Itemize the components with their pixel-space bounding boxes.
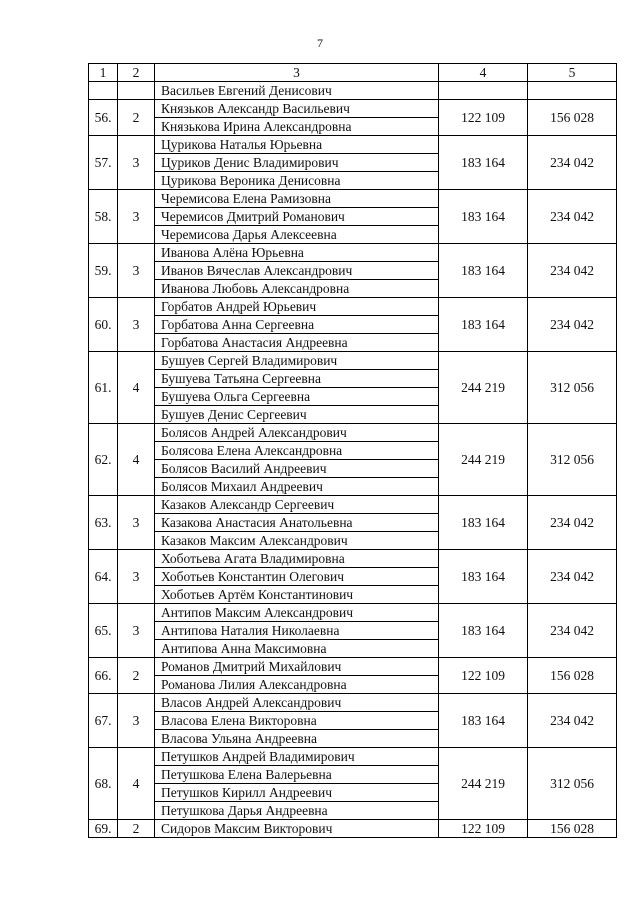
table-row bbox=[89, 82, 617, 100]
member-name: Петушков Кирилл Андреевич bbox=[155, 784, 439, 802]
member-name: Власова Елена Викторовна bbox=[155, 712, 439, 730]
amount-cell: 312 056 bbox=[528, 424, 617, 496]
table-row bbox=[89, 496, 617, 514]
family-size-cell: 2 bbox=[118, 658, 155, 694]
table-row bbox=[89, 550, 617, 568]
table-row bbox=[89, 100, 617, 118]
row-number-cell: 60. bbox=[89, 298, 118, 352]
amount-cell: 183 164 bbox=[439, 136, 528, 190]
member-name: Иванов Вячеслав Александрович bbox=[155, 262, 439, 280]
member-name: Бушуева Ольга Сергеевна bbox=[155, 388, 439, 406]
family-size-cell: 3 bbox=[118, 190, 155, 244]
amount-cell: 234 042 bbox=[528, 550, 617, 604]
member-name: Власов Андрей Александрович bbox=[155, 694, 439, 712]
family-size-cell: 3 bbox=[118, 244, 155, 298]
column-header: 4 bbox=[439, 64, 528, 82]
member-name: Васильев Евгений Денисович bbox=[155, 82, 439, 100]
row-number-cell: 69. bbox=[89, 820, 118, 838]
family-size-cell: 3 bbox=[118, 604, 155, 658]
row-number-cell: 67. bbox=[89, 694, 118, 748]
member-name: Антипова Наталия Николаевна bbox=[155, 622, 439, 640]
member-name: Цуриков Денис Владимирович bbox=[155, 154, 439, 172]
member-name: Хоботьев Артём Константинович bbox=[155, 586, 439, 604]
row-number-cell: 68. bbox=[89, 748, 118, 820]
amount-cell: 234 042 bbox=[528, 298, 617, 352]
table-row bbox=[89, 820, 617, 838]
table-row bbox=[89, 694, 617, 712]
table-row bbox=[89, 352, 617, 370]
amount-cell: 156 028 bbox=[528, 820, 617, 838]
amount-cell: 183 164 bbox=[439, 298, 528, 352]
table-row bbox=[89, 748, 617, 766]
family-size-cell bbox=[118, 82, 155, 100]
amount-cell: 234 042 bbox=[528, 694, 617, 748]
member-name: Хоботьев Константин Олегович bbox=[155, 568, 439, 586]
member-name: Черемисова Дарья Алексеевна bbox=[155, 226, 439, 244]
family-table bbox=[88, 63, 617, 838]
table-row bbox=[89, 136, 617, 154]
amount-cell: 234 042 bbox=[528, 244, 617, 298]
table-row bbox=[89, 190, 617, 208]
amount-cell: 234 042 bbox=[528, 496, 617, 550]
family-size-cell: 3 bbox=[118, 136, 155, 190]
table-row bbox=[89, 244, 617, 262]
member-name: Горбатова Анастасия Андреевна bbox=[155, 334, 439, 352]
amount-cell: 183 164 bbox=[439, 244, 528, 298]
member-name: Болясов Василий Андреевич bbox=[155, 460, 439, 478]
member-name: Казаков Александр Сергеевич bbox=[155, 496, 439, 514]
amount-cell: 244 219 bbox=[439, 424, 528, 496]
column-header: 3 bbox=[155, 64, 439, 82]
amount-cell: 122 109 bbox=[439, 100, 528, 136]
member-name: Князькова Ирина Александровна bbox=[155, 118, 439, 136]
family-size-cell: 3 bbox=[118, 496, 155, 550]
amount-cell: 234 042 bbox=[528, 136, 617, 190]
table-row bbox=[89, 298, 617, 316]
amount-cell: 183 164 bbox=[439, 190, 528, 244]
member-name: Болясов Михаил Андреевич bbox=[155, 478, 439, 496]
family-size-cell: 4 bbox=[118, 424, 155, 496]
member-name: Черемисова Елена Рамизовна bbox=[155, 190, 439, 208]
amount-cell: 122 109 bbox=[439, 820, 528, 838]
member-name: Горбатова Анна Сергеевна bbox=[155, 316, 439, 334]
member-name: Казакова Анастасия Анатольевна bbox=[155, 514, 439, 532]
member-name: Болясов Андрей Александрович bbox=[155, 424, 439, 442]
amount-cell: 183 164 bbox=[439, 550, 528, 604]
table-row bbox=[89, 424, 617, 442]
table-row bbox=[89, 658, 617, 676]
member-name: Болясова Елена Александровна bbox=[155, 442, 439, 460]
amount-cell: 234 042 bbox=[528, 190, 617, 244]
member-name: Петушков Андрей Владимирович bbox=[155, 748, 439, 766]
member-name: Петушкова Дарья Андреевна bbox=[155, 802, 439, 820]
family-size-cell: 4 bbox=[118, 352, 155, 424]
member-name: Антипова Анна Максимовна bbox=[155, 640, 439, 658]
amount-cell bbox=[439, 82, 528, 100]
member-name: Бушуев Сергей Владимирович bbox=[155, 352, 439, 370]
row-number-cell: 56. bbox=[89, 100, 118, 136]
column-header: 2 bbox=[118, 64, 155, 82]
member-name: Горбатов Андрей Юрьевич bbox=[155, 298, 439, 316]
row-number-cell bbox=[89, 82, 118, 100]
amount-cell: 312 056 bbox=[528, 352, 617, 424]
row-number-cell: 58. bbox=[89, 190, 118, 244]
amount-cell bbox=[528, 82, 617, 100]
family-size-cell: 3 bbox=[118, 694, 155, 748]
family-size-cell: 3 bbox=[118, 298, 155, 352]
row-number-cell: 66. bbox=[89, 658, 118, 694]
amount-cell: 244 219 bbox=[439, 748, 528, 820]
page-number: 7 bbox=[317, 36, 323, 50]
row-number-cell: 63. bbox=[89, 496, 118, 550]
family-size-cell: 2 bbox=[118, 820, 155, 838]
member-name: Сидоров Максим Викторович bbox=[155, 820, 439, 838]
amount-cell: 183 164 bbox=[439, 604, 528, 658]
amount-cell: 234 042 bbox=[528, 604, 617, 658]
family-size-cell: 3 bbox=[118, 550, 155, 604]
table-row bbox=[89, 604, 617, 622]
row-number-cell: 65. bbox=[89, 604, 118, 658]
member-name: Иванова Алёна Юрьевна bbox=[155, 244, 439, 262]
row-number-cell: 59. bbox=[89, 244, 118, 298]
member-name: Черемисов Дмитрий Романович bbox=[155, 208, 439, 226]
member-name: Романов Дмитрий Михайлович bbox=[155, 658, 439, 676]
member-name: Бушуева Татьяна Сергеевна bbox=[155, 370, 439, 388]
member-name: Хоботьева Агата Владимировна bbox=[155, 550, 439, 568]
column-header: 1 bbox=[89, 64, 118, 82]
row-number-cell: 61. bbox=[89, 352, 118, 424]
family-size-cell: 2 bbox=[118, 100, 155, 136]
amount-cell: 183 164 bbox=[439, 694, 528, 748]
header-row bbox=[89, 64, 617, 82]
row-number-cell: 64. bbox=[89, 550, 118, 604]
row-number-cell: 62. bbox=[89, 424, 118, 496]
amount-cell: 122 109 bbox=[439, 658, 528, 694]
column-header: 5 bbox=[528, 64, 617, 82]
member-name: Иванова Любовь Александровна bbox=[155, 280, 439, 298]
member-name: Цурикова Вероника Денисовна bbox=[155, 172, 439, 190]
member-name: Петушкова Елена Валерьевна bbox=[155, 766, 439, 784]
member-name: Князьков Александр Васильевич bbox=[155, 100, 439, 118]
member-name: Казаков Максим Александрович bbox=[155, 532, 439, 550]
member-name: Романова Лилия Александровна bbox=[155, 676, 439, 694]
amount-cell: 156 028 bbox=[528, 100, 617, 136]
member-name: Бушуев Денис Сергеевич bbox=[155, 406, 439, 424]
row-number-cell: 57. bbox=[89, 136, 118, 190]
amount-cell: 244 219 bbox=[439, 352, 528, 424]
amount-cell: 312 056 bbox=[528, 748, 617, 820]
member-name: Власова Ульяна Андреевна bbox=[155, 730, 439, 748]
member-name: Антипов Максим Александрович bbox=[155, 604, 439, 622]
family-size-cell: 4 bbox=[118, 748, 155, 820]
amount-cell: 156 028 bbox=[528, 658, 617, 694]
member-name: Цурикова Наталья Юрьевна bbox=[155, 136, 439, 154]
amount-cell: 183 164 bbox=[439, 496, 528, 550]
